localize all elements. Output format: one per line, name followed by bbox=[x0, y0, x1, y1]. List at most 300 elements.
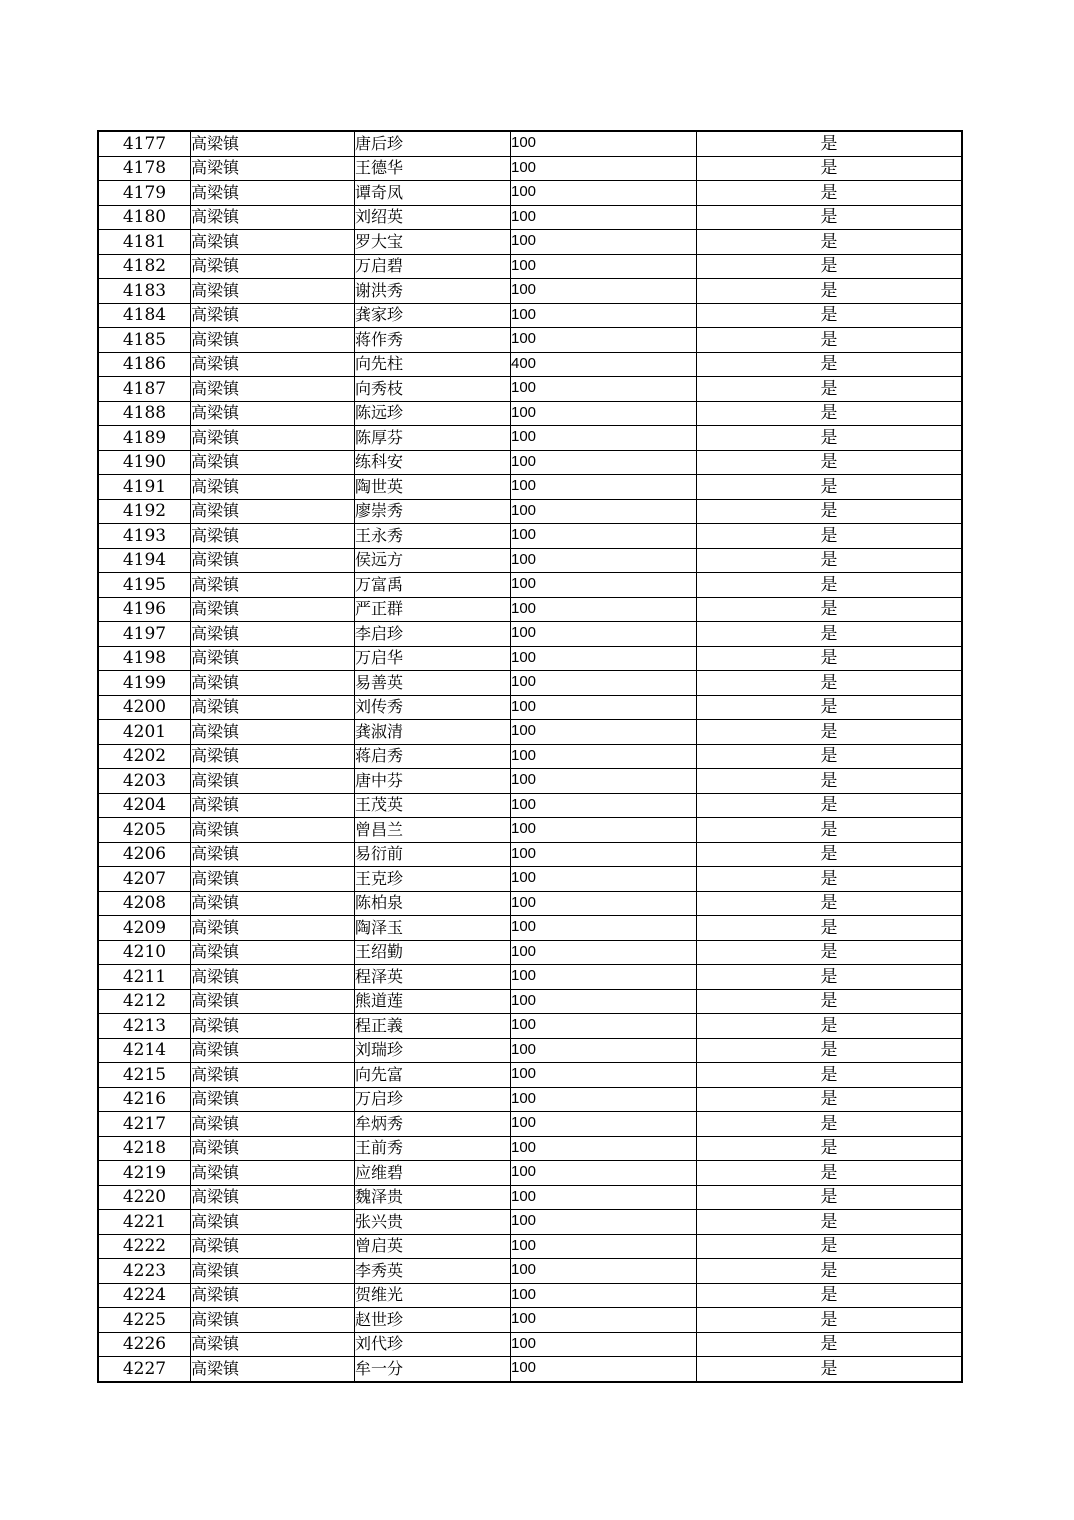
cell-town: 高梁镇 bbox=[191, 1234, 355, 1259]
cell-status: 是 bbox=[697, 524, 963, 549]
cell-town: 高梁镇 bbox=[191, 867, 355, 892]
cell-amount: 100 bbox=[511, 793, 697, 818]
cell-status: 是 bbox=[697, 793, 963, 818]
cell-serial-number: 4194 bbox=[98, 548, 191, 573]
cell-town: 高梁镇 bbox=[191, 1185, 355, 1210]
cell-person-name: 练科安 bbox=[355, 450, 511, 475]
cell-status: 是 bbox=[697, 303, 963, 328]
cell-town: 高梁镇 bbox=[191, 1063, 355, 1088]
table-body bbox=[98, 131, 962, 1382]
cell-serial-number: 4227 bbox=[98, 1357, 191, 1382]
cell-status: 是 bbox=[697, 1038, 963, 1063]
cell-status: 是 bbox=[697, 965, 963, 990]
cell-amount: 100 bbox=[511, 891, 697, 916]
cell-amount: 100 bbox=[511, 818, 697, 843]
cell-status: 是 bbox=[697, 940, 963, 965]
cell-status: 是 bbox=[697, 328, 963, 353]
cell-person-name: 易衍前 bbox=[355, 842, 511, 867]
table-row bbox=[98, 524, 962, 549]
cell-person-name: 陈柏泉 bbox=[355, 891, 511, 916]
cell-town: 高梁镇 bbox=[191, 548, 355, 573]
cell-serial-number: 4225 bbox=[98, 1308, 191, 1333]
cell-person-name: 刘传秀 bbox=[355, 695, 511, 720]
cell-amount: 100 bbox=[511, 499, 697, 524]
cell-serial-number: 4192 bbox=[98, 499, 191, 524]
cell-amount: 100 bbox=[511, 916, 697, 941]
cell-amount: 100 bbox=[511, 1259, 697, 1284]
cell-status: 是 bbox=[697, 1210, 963, 1235]
cell-serial-number: 4181 bbox=[98, 230, 191, 255]
table-row bbox=[98, 842, 962, 867]
table-row bbox=[98, 1210, 962, 1235]
cell-serial-number: 4198 bbox=[98, 646, 191, 671]
cell-serial-number: 4215 bbox=[98, 1063, 191, 1088]
cell-town: 高梁镇 bbox=[191, 1308, 355, 1333]
cell-amount: 100 bbox=[511, 254, 697, 279]
cell-town: 高梁镇 bbox=[191, 989, 355, 1014]
cell-serial-number: 4222 bbox=[98, 1234, 191, 1259]
cell-status: 是 bbox=[697, 352, 963, 377]
table-row bbox=[98, 1357, 962, 1382]
cell-status: 是 bbox=[697, 1234, 963, 1259]
cell-amount: 100 bbox=[511, 1332, 697, 1357]
cell-status: 是 bbox=[697, 548, 963, 573]
cell-person-name: 赵世珍 bbox=[355, 1308, 511, 1333]
cell-town: 高梁镇 bbox=[191, 254, 355, 279]
cell-status: 是 bbox=[697, 426, 963, 451]
cell-town: 高梁镇 bbox=[191, 1112, 355, 1137]
cell-serial-number: 4226 bbox=[98, 1332, 191, 1357]
cell-status: 是 bbox=[697, 671, 963, 696]
cell-serial-number: 4219 bbox=[98, 1161, 191, 1186]
table-row bbox=[98, 671, 962, 696]
cell-person-name: 曾昌兰 bbox=[355, 818, 511, 843]
cell-amount: 100 bbox=[511, 671, 697, 696]
cell-town: 高梁镇 bbox=[191, 524, 355, 549]
table-row bbox=[98, 989, 962, 1014]
cell-town: 高梁镇 bbox=[191, 891, 355, 916]
table-row bbox=[98, 695, 962, 720]
cell-serial-number: 4195 bbox=[98, 573, 191, 598]
table-row bbox=[98, 303, 962, 328]
table-row bbox=[98, 769, 962, 794]
cell-person-name: 程正義 bbox=[355, 1014, 511, 1039]
cell-serial-number: 4193 bbox=[98, 524, 191, 549]
cell-person-name: 陈厚芬 bbox=[355, 426, 511, 451]
cell-status: 是 bbox=[697, 622, 963, 647]
cell-status: 是 bbox=[697, 254, 963, 279]
cell-status: 是 bbox=[697, 131, 963, 156]
table-row bbox=[98, 867, 962, 892]
table-row bbox=[98, 328, 962, 353]
cell-town: 高梁镇 bbox=[191, 1357, 355, 1382]
cell-amount: 100 bbox=[511, 940, 697, 965]
cell-status: 是 bbox=[697, 1283, 963, 1308]
cell-person-name: 蒋作秀 bbox=[355, 328, 511, 353]
cell-status: 是 bbox=[697, 1161, 963, 1186]
cell-person-name: 陶世英 bbox=[355, 475, 511, 500]
cell-serial-number: 4186 bbox=[98, 352, 191, 377]
cell-person-name: 王茂英 bbox=[355, 793, 511, 818]
table-row bbox=[98, 475, 962, 500]
cell-person-name: 万富禹 bbox=[355, 573, 511, 598]
cell-town: 高梁镇 bbox=[191, 916, 355, 941]
cell-person-name: 易善英 bbox=[355, 671, 511, 696]
table-row bbox=[98, 597, 962, 622]
cell-town: 高梁镇 bbox=[191, 1332, 355, 1357]
cell-serial-number: 4189 bbox=[98, 426, 191, 451]
cell-town: 高梁镇 bbox=[191, 426, 355, 451]
cell-amount: 100 bbox=[511, 573, 697, 598]
cell-status: 是 bbox=[697, 891, 963, 916]
cell-amount: 100 bbox=[511, 622, 697, 647]
cell-serial-number: 4211 bbox=[98, 965, 191, 990]
cell-town: 高梁镇 bbox=[191, 156, 355, 181]
cell-status: 是 bbox=[697, 744, 963, 769]
cell-amount: 100 bbox=[511, 181, 697, 206]
cell-town: 高梁镇 bbox=[191, 450, 355, 475]
cell-serial-number: 4183 bbox=[98, 279, 191, 304]
cell-status: 是 bbox=[697, 230, 963, 255]
table-row bbox=[98, 1087, 962, 1112]
cell-serial-number: 4207 bbox=[98, 867, 191, 892]
cell-town: 高梁镇 bbox=[191, 1210, 355, 1235]
cell-town: 高梁镇 bbox=[191, 1087, 355, 1112]
cell-amount: 100 bbox=[511, 720, 697, 745]
table-row bbox=[98, 1332, 962, 1357]
table-row bbox=[98, 622, 962, 647]
cell-serial-number: 4218 bbox=[98, 1136, 191, 1161]
cell-town: 高梁镇 bbox=[191, 793, 355, 818]
cell-town: 高梁镇 bbox=[191, 499, 355, 524]
cell-serial-number: 4185 bbox=[98, 328, 191, 353]
cell-amount: 100 bbox=[511, 989, 697, 1014]
cell-status: 是 bbox=[697, 867, 963, 892]
cell-serial-number: 4216 bbox=[98, 1087, 191, 1112]
cell-town: 高梁镇 bbox=[191, 744, 355, 769]
cell-person-name: 曾启英 bbox=[355, 1234, 511, 1259]
table-row bbox=[98, 1308, 962, 1333]
cell-amount: 100 bbox=[511, 548, 697, 573]
cell-serial-number: 4201 bbox=[98, 720, 191, 745]
cell-town: 高梁镇 bbox=[191, 720, 355, 745]
cell-status: 是 bbox=[697, 1332, 963, 1357]
cell-status: 是 bbox=[697, 646, 963, 671]
cell-town: 高梁镇 bbox=[191, 842, 355, 867]
cell-person-name: 唐后珍 bbox=[355, 131, 511, 156]
cell-person-name: 熊道莲 bbox=[355, 989, 511, 1014]
cell-town: 高梁镇 bbox=[191, 1038, 355, 1063]
cell-person-name: 张兴贵 bbox=[355, 1210, 511, 1235]
cell-amount: 100 bbox=[511, 1161, 697, 1186]
cell-status: 是 bbox=[697, 818, 963, 843]
cell-status: 是 bbox=[697, 1063, 963, 1088]
cell-status: 是 bbox=[697, 377, 963, 402]
cell-town: 高梁镇 bbox=[191, 475, 355, 500]
cell-town: 高梁镇 bbox=[191, 352, 355, 377]
cell-person-name: 王前秀 bbox=[355, 1136, 511, 1161]
cell-status: 是 bbox=[697, 1014, 963, 1039]
cell-person-name: 陶泽玉 bbox=[355, 916, 511, 941]
cell-amount: 100 bbox=[511, 131, 697, 156]
table-row bbox=[98, 940, 962, 965]
cell-status: 是 bbox=[697, 401, 963, 426]
cell-town: 高梁镇 bbox=[191, 377, 355, 402]
cell-amount: 100 bbox=[511, 230, 697, 255]
cell-person-name: 严正群 bbox=[355, 597, 511, 622]
cell-person-name: 龚淑清 bbox=[355, 720, 511, 745]
cell-town: 高梁镇 bbox=[191, 1283, 355, 1308]
cell-serial-number: 4180 bbox=[98, 205, 191, 230]
cell-status: 是 bbox=[697, 205, 963, 230]
cell-town: 高梁镇 bbox=[191, 965, 355, 990]
cell-serial-number: 4184 bbox=[98, 303, 191, 328]
cell-status: 是 bbox=[697, 475, 963, 500]
cell-town: 高梁镇 bbox=[191, 818, 355, 843]
cell-status: 是 bbox=[697, 1259, 963, 1284]
cell-amount: 100 bbox=[511, 1210, 697, 1235]
cell-person-name: 向先富 bbox=[355, 1063, 511, 1088]
cell-serial-number: 4214 bbox=[98, 1038, 191, 1063]
cell-amount: 100 bbox=[511, 524, 697, 549]
table-row bbox=[98, 279, 962, 304]
table-row bbox=[98, 156, 962, 181]
cell-town: 高梁镇 bbox=[191, 1136, 355, 1161]
cell-serial-number: 4197 bbox=[98, 622, 191, 647]
table-row bbox=[98, 499, 962, 524]
table-row bbox=[98, 1063, 962, 1088]
cell-amount: 100 bbox=[511, 1308, 697, 1333]
cell-town: 高梁镇 bbox=[191, 205, 355, 230]
cell-serial-number: 4220 bbox=[98, 1185, 191, 1210]
cell-amount: 100 bbox=[511, 867, 697, 892]
cell-person-name: 刘瑞珍 bbox=[355, 1038, 511, 1063]
cell-amount: 100 bbox=[511, 156, 697, 181]
cell-person-name: 魏泽贵 bbox=[355, 1185, 511, 1210]
cell-amount: 100 bbox=[511, 597, 697, 622]
cell-person-name: 王克珍 bbox=[355, 867, 511, 892]
cell-person-name: 向秀枝 bbox=[355, 377, 511, 402]
cell-town: 高梁镇 bbox=[191, 597, 355, 622]
table-row bbox=[98, 181, 962, 206]
cell-serial-number: 4179 bbox=[98, 181, 191, 206]
cell-town: 高梁镇 bbox=[191, 646, 355, 671]
cell-person-name: 应维碧 bbox=[355, 1161, 511, 1186]
cell-amount: 100 bbox=[511, 646, 697, 671]
cell-serial-number: 4213 bbox=[98, 1014, 191, 1039]
cell-status: 是 bbox=[697, 450, 963, 475]
cell-status: 是 bbox=[697, 1087, 963, 1112]
cell-amount: 100 bbox=[511, 1234, 697, 1259]
cell-status: 是 bbox=[697, 1357, 963, 1382]
table-row bbox=[98, 1234, 962, 1259]
cell-person-name: 廖崇秀 bbox=[355, 499, 511, 524]
cell-person-name: 向先柱 bbox=[355, 352, 511, 377]
table-row bbox=[98, 1259, 962, 1284]
table-row bbox=[98, 1185, 962, 1210]
cell-person-name: 贺维光 bbox=[355, 1283, 511, 1308]
cell-town: 高梁镇 bbox=[191, 1014, 355, 1039]
cell-serial-number: 4196 bbox=[98, 597, 191, 622]
cell-town: 高梁镇 bbox=[191, 303, 355, 328]
cell-status: 是 bbox=[697, 1185, 963, 1210]
cell-amount: 100 bbox=[511, 1283, 697, 1308]
cell-amount: 100 bbox=[511, 1087, 697, 1112]
cell-amount: 100 bbox=[511, 965, 697, 990]
cell-town: 高梁镇 bbox=[191, 401, 355, 426]
table-row bbox=[98, 1283, 962, 1308]
cell-person-name: 龚家珍 bbox=[355, 303, 511, 328]
cell-person-name: 程泽英 bbox=[355, 965, 511, 990]
cell-person-name: 谢洪秀 bbox=[355, 279, 511, 304]
cell-serial-number: 4187 bbox=[98, 377, 191, 402]
cell-status: 是 bbox=[697, 499, 963, 524]
table-row bbox=[98, 891, 962, 916]
table-row bbox=[98, 744, 962, 769]
cell-serial-number: 4224 bbox=[98, 1283, 191, 1308]
table-row bbox=[98, 573, 962, 598]
cell-amount: 100 bbox=[511, 1112, 697, 1137]
cell-person-name: 罗大宝 bbox=[355, 230, 511, 255]
cell-person-name: 侯远方 bbox=[355, 548, 511, 573]
cell-serial-number: 4223 bbox=[98, 1259, 191, 1284]
cell-town: 高梁镇 bbox=[191, 279, 355, 304]
cell-status: 是 bbox=[697, 181, 963, 206]
cell-person-name: 牟一分 bbox=[355, 1357, 511, 1382]
cell-person-name: 万启珍 bbox=[355, 1087, 511, 1112]
cell-status: 是 bbox=[697, 916, 963, 941]
table-row bbox=[98, 450, 962, 475]
cell-person-name: 王德华 bbox=[355, 156, 511, 181]
cell-status: 是 bbox=[697, 279, 963, 304]
cell-serial-number: 4208 bbox=[98, 891, 191, 916]
cell-serial-number: 4221 bbox=[98, 1210, 191, 1235]
cell-amount: 100 bbox=[511, 842, 697, 867]
cell-amount: 100 bbox=[511, 769, 697, 794]
cell-serial-number: 4212 bbox=[98, 989, 191, 1014]
cell-amount: 100 bbox=[511, 744, 697, 769]
table-row bbox=[98, 965, 962, 990]
cell-amount: 100 bbox=[511, 695, 697, 720]
cell-amount: 100 bbox=[511, 1038, 697, 1063]
cell-amount: 100 bbox=[511, 450, 697, 475]
cell-town: 高梁镇 bbox=[191, 328, 355, 353]
cell-town: 高梁镇 bbox=[191, 230, 355, 255]
cell-serial-number: 4200 bbox=[98, 695, 191, 720]
table-row bbox=[98, 1038, 962, 1063]
cell-amount: 100 bbox=[511, 377, 697, 402]
cell-status: 是 bbox=[697, 989, 963, 1014]
cell-serial-number: 4190 bbox=[98, 450, 191, 475]
cell-person-name: 刘绍英 bbox=[355, 205, 511, 230]
cell-status: 是 bbox=[697, 156, 963, 181]
cell-person-name: 蒋启秀 bbox=[355, 744, 511, 769]
cell-amount: 100 bbox=[511, 328, 697, 353]
cell-status: 是 bbox=[697, 842, 963, 867]
cell-amount: 100 bbox=[511, 1014, 697, 1039]
cell-person-name: 唐中芬 bbox=[355, 769, 511, 794]
cell-serial-number: 4188 bbox=[98, 401, 191, 426]
cell-status: 是 bbox=[697, 695, 963, 720]
cell-person-name: 万启碧 bbox=[355, 254, 511, 279]
cell-town: 高梁镇 bbox=[191, 1161, 355, 1186]
cell-town: 高梁镇 bbox=[191, 695, 355, 720]
cell-status: 是 bbox=[697, 573, 963, 598]
cell-serial-number: 4178 bbox=[98, 156, 191, 181]
cell-serial-number: 4202 bbox=[98, 744, 191, 769]
table-row bbox=[98, 352, 962, 377]
table-row bbox=[98, 1136, 962, 1161]
cell-person-name: 王永秀 bbox=[355, 524, 511, 549]
cell-town: 高梁镇 bbox=[191, 940, 355, 965]
cell-amount: 100 bbox=[511, 303, 697, 328]
cell-amount: 100 bbox=[511, 1357, 697, 1382]
cell-town: 高梁镇 bbox=[191, 1259, 355, 1284]
table-row bbox=[98, 548, 962, 573]
table-row bbox=[98, 1014, 962, 1039]
cell-amount: 100 bbox=[511, 475, 697, 500]
cell-amount: 100 bbox=[511, 279, 697, 304]
cell-status: 是 bbox=[697, 1308, 963, 1333]
table-row bbox=[98, 646, 962, 671]
cell-amount: 100 bbox=[511, 401, 697, 426]
cell-amount: 100 bbox=[511, 205, 697, 230]
cell-status: 是 bbox=[697, 769, 963, 794]
cell-person-name: 刘代珍 bbox=[355, 1332, 511, 1357]
cell-town: 高梁镇 bbox=[191, 769, 355, 794]
cell-status: 是 bbox=[697, 1136, 963, 1161]
cell-town: 高梁镇 bbox=[191, 622, 355, 647]
cell-serial-number: 4210 bbox=[98, 940, 191, 965]
cell-serial-number: 4177 bbox=[98, 131, 191, 156]
cell-status: 是 bbox=[697, 597, 963, 622]
cell-person-name: 万启华 bbox=[355, 646, 511, 671]
cell-amount: 100 bbox=[511, 426, 697, 451]
table-row bbox=[98, 401, 962, 426]
table-row bbox=[98, 916, 962, 941]
data-table bbox=[97, 130, 963, 1383]
table-row bbox=[98, 254, 962, 279]
cell-status: 是 bbox=[697, 720, 963, 745]
cell-serial-number: 4203 bbox=[98, 769, 191, 794]
cell-serial-number: 4199 bbox=[98, 671, 191, 696]
cell-serial-number: 4217 bbox=[98, 1112, 191, 1137]
cell-serial-number: 4182 bbox=[98, 254, 191, 279]
cell-town: 高梁镇 bbox=[191, 573, 355, 598]
cell-amount: 400 bbox=[511, 352, 697, 377]
cell-town: 高梁镇 bbox=[191, 181, 355, 206]
cell-person-name: 李秀英 bbox=[355, 1259, 511, 1284]
cell-person-name: 李启珍 bbox=[355, 622, 511, 647]
cell-town: 高梁镇 bbox=[191, 671, 355, 696]
table-row bbox=[98, 1161, 962, 1186]
cell-amount: 100 bbox=[511, 1063, 697, 1088]
cell-person-name: 谭奇凤 bbox=[355, 181, 511, 206]
cell-amount: 100 bbox=[511, 1136, 697, 1161]
cell-amount: 100 bbox=[511, 1185, 697, 1210]
cell-serial-number: 4209 bbox=[98, 916, 191, 941]
table-row bbox=[98, 1112, 962, 1137]
table-row bbox=[98, 818, 962, 843]
cell-serial-number: 4206 bbox=[98, 842, 191, 867]
cell-serial-number: 4204 bbox=[98, 793, 191, 818]
table-row bbox=[98, 131, 962, 156]
cell-person-name: 牟炳秀 bbox=[355, 1112, 511, 1137]
table-row bbox=[98, 720, 962, 745]
cell-serial-number: 4205 bbox=[98, 818, 191, 843]
table-row bbox=[98, 426, 962, 451]
table-row bbox=[98, 377, 962, 402]
